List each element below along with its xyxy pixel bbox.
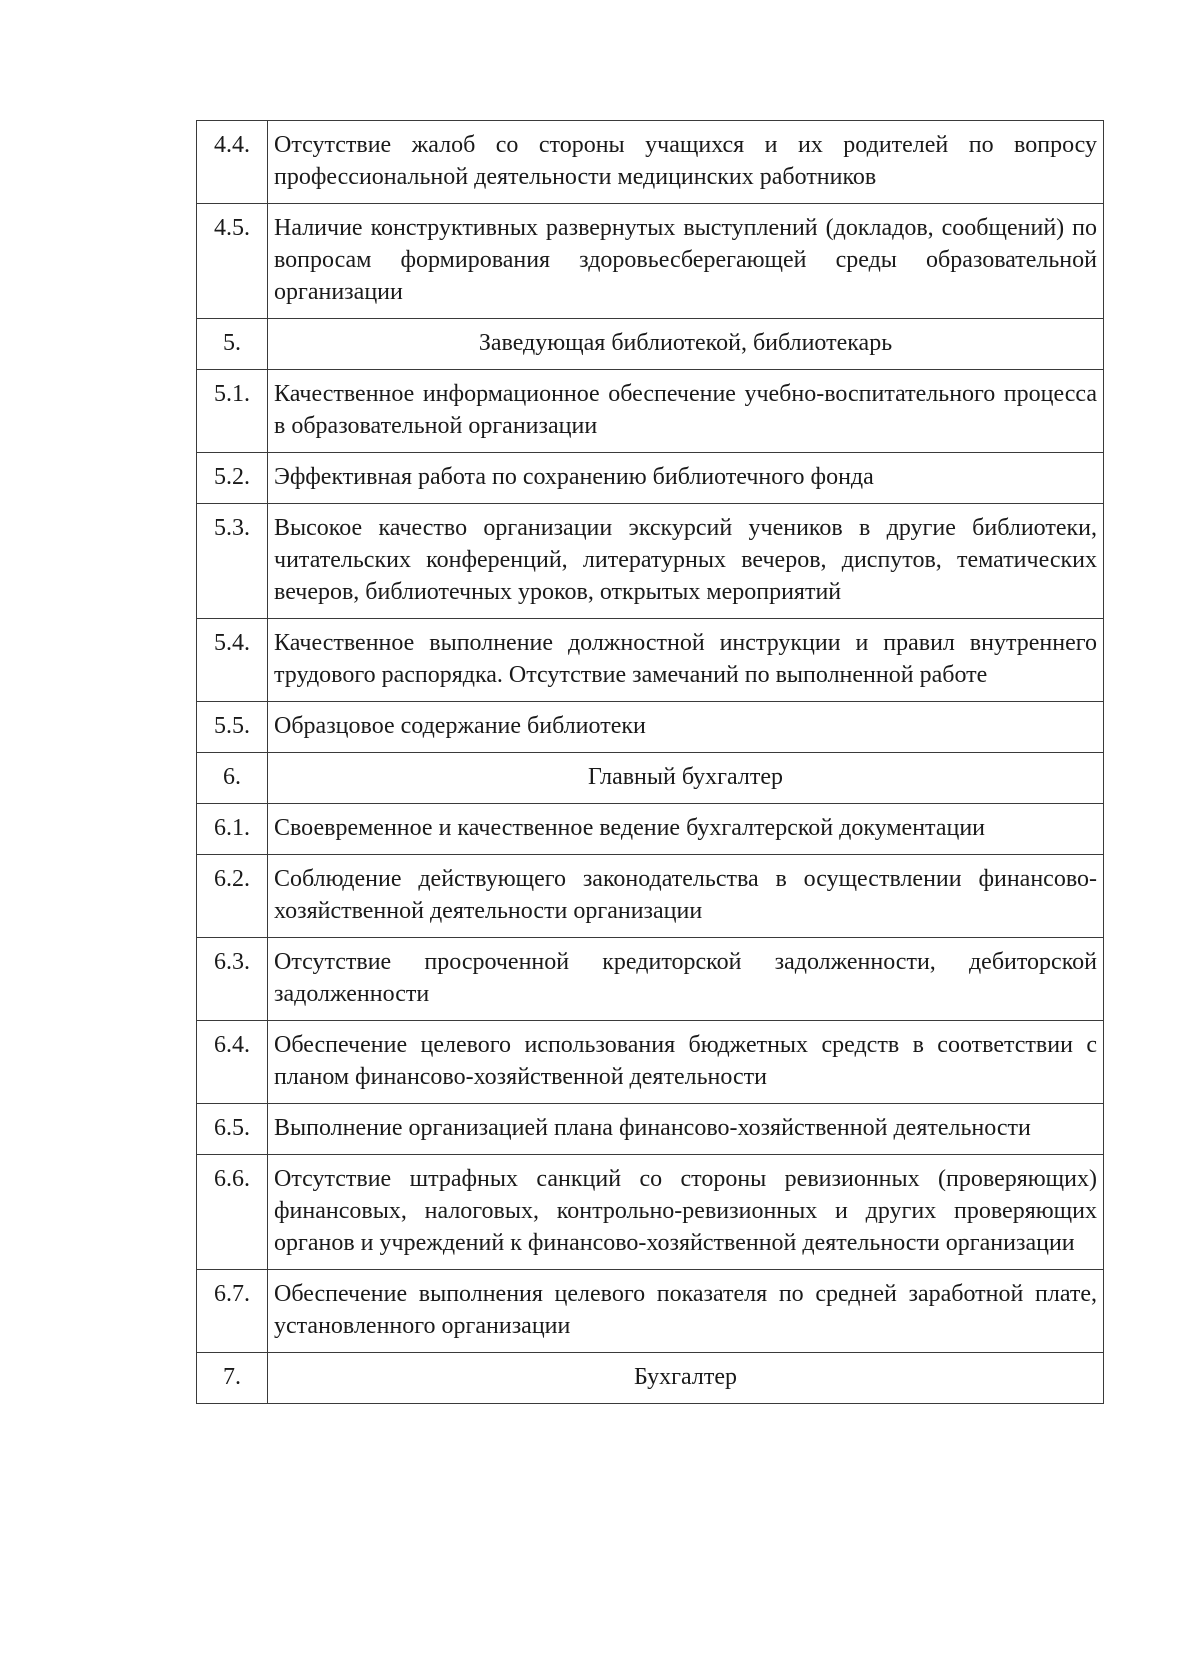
criteria-text: Отсутствие штрафных санкций со стороны ревизионных (проверяющих) финансовых, налоговых, контрольно-ревизионных и других проверяющих органов и учреждений к финансово-хозяйственной деятельности организации [268, 1155, 1104, 1270]
criteria-row [197, 453, 1104, 504]
criteria-text: Соблюдение действующего законодательства в осуществлении финансово-хозяйственной деятельности организации [268, 855, 1104, 938]
criteria-row [197, 1104, 1104, 1155]
criteria-text: Обеспечение выполнения целевого показателя по средней заработной плате, установленного организации [268, 1270, 1104, 1353]
criteria-row [197, 370, 1104, 453]
criteria-text: Обеспечение целевого использования бюджетных средств в соответствии с планом финансово-хозяйственной деятельности [268, 1021, 1104, 1104]
row-number: 6.5. [197, 1104, 268, 1155]
criteria-text: Своевременное и качественное ведение бухгалтерской документации [268, 804, 1104, 855]
row-number: 6.3. [197, 938, 268, 1021]
row-number: 6.7. [197, 1270, 268, 1353]
criteria-text: Наличие конструктивных развернутых выступлений (докладов, сообщений) по вопросам формирования здоровьесберегающей среды образовательной организации [268, 204, 1104, 319]
section-heading: Главный бухгалтер [268, 753, 1104, 804]
row-number: 6. [197, 753, 268, 804]
row-number: 5.3. [197, 504, 268, 619]
row-number: 7. [197, 1353, 268, 1404]
criteria-row [197, 619, 1104, 702]
criteria-text: Качественное выполнение должностной инструкции и правил внутреннего трудового распорядка. Отсутствие замечаний по выполненной работе [268, 619, 1104, 702]
row-number: 6.6. [197, 1155, 268, 1270]
row-number: 4.4. [197, 121, 268, 204]
section-heading-row [197, 1353, 1104, 1404]
row-number: 5.1. [197, 370, 268, 453]
section-heading-row [197, 753, 1104, 804]
section-heading: Заведующая библиотекой, библиотекарь [268, 319, 1104, 370]
criteria-text: Отсутствие жалоб со стороны учащихся и их родителей по вопросу профессиональной деятельности медицинских работников [268, 121, 1104, 204]
criteria-text: Образцовое содержание библиотеки [268, 702, 1104, 753]
criteria-row [197, 121, 1104, 204]
row-number: 5. [197, 319, 268, 370]
criteria-row [197, 938, 1104, 1021]
criteria-text: Эффективная работа по сохранению библиотечного фонда [268, 453, 1104, 504]
row-number: 4.5. [197, 204, 268, 319]
criteria-row [197, 1021, 1104, 1104]
row-number: 6.2. [197, 855, 268, 938]
row-number: 6.4. [197, 1021, 268, 1104]
criteria-table [196, 120, 1104, 1404]
criteria-row [197, 204, 1104, 319]
criteria-text: Отсутствие просроченной кредиторской задолженности, дебиторской задолженности [268, 938, 1104, 1021]
criteria-row [197, 804, 1104, 855]
section-heading-row [197, 319, 1104, 370]
criteria-row [197, 504, 1104, 619]
criteria-text: Качественное информационное обеспечение учебно-воспитательного процесса в образовательной организации [268, 370, 1104, 453]
criteria-row [197, 855, 1104, 938]
criteria-table-body [197, 121, 1104, 1404]
criteria-row [197, 1155, 1104, 1270]
criteria-text: Выполнение организацией плана финансово-хозяйственной деятельности [268, 1104, 1104, 1155]
row-number: 5.2. [197, 453, 268, 504]
criteria-row [197, 1270, 1104, 1353]
row-number: 5.4. [197, 619, 268, 702]
row-number: 5.5. [197, 702, 268, 753]
row-number: 6.1. [197, 804, 268, 855]
section-heading: Бухгалтер [268, 1353, 1104, 1404]
criteria-text: Высокое качество организации экскурсий учеников в другие библиотеки, читательских конференций, литературных вечеров, диспутов, тематических вечеров, библиотечных уроков, открытых мероприятий [268, 504, 1104, 619]
criteria-row [197, 702, 1104, 753]
